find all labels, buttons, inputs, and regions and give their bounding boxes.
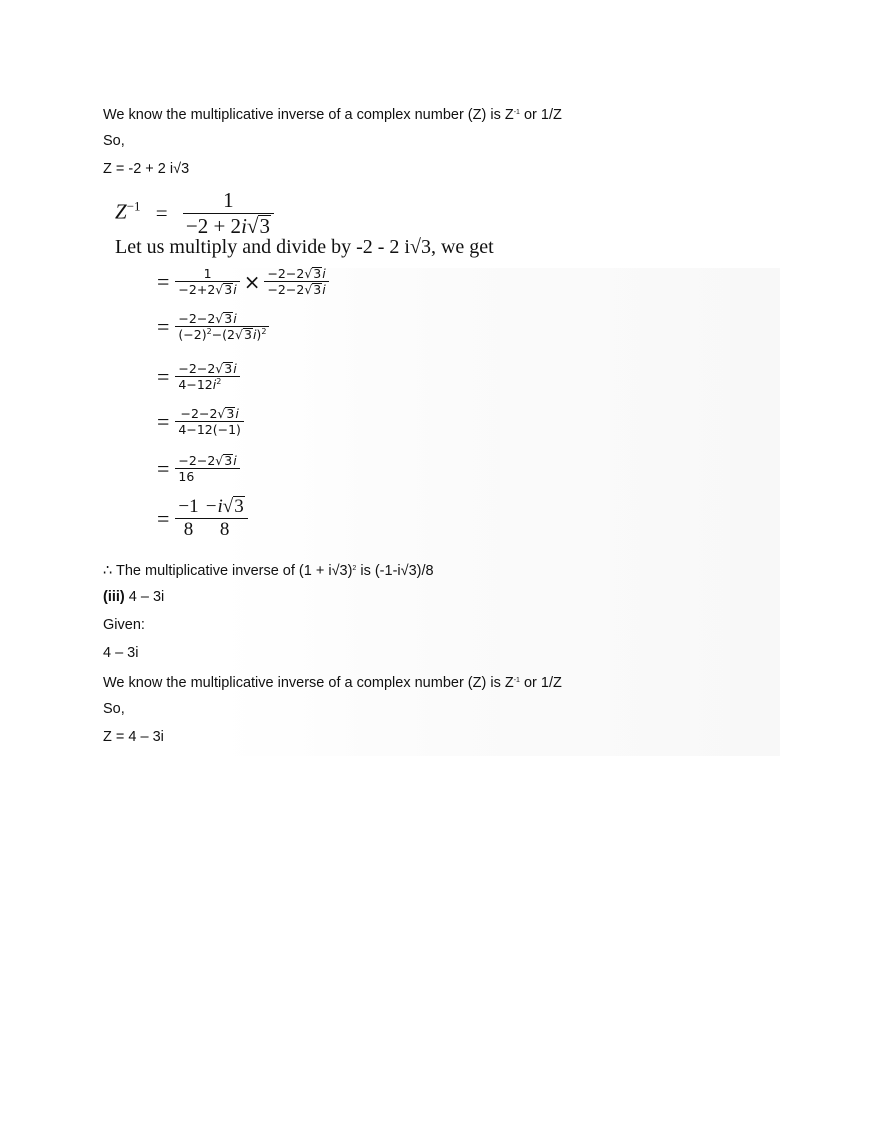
definition-superscript: -1 bbox=[513, 109, 520, 116]
part-iii-label: (iii) bbox=[103, 589, 125, 605]
step-1: = $\frac{1}{-2+2√3i}$ × $\frac{-2-2√3i}{-2-2√3i}$ bbox=[157, 266, 329, 297]
inverse-definition-line-2: We know the multiplicative inverse of a complex number (Z) is $Z^{-1}$ or 1/Z bbox=[103, 675, 562, 691]
step-2: = $\frac{-2-2√3i}{(-2)^2-(2√3i)^2}$ bbox=[157, 311, 269, 342]
definition-text: We know the multiplicative inverse of a complex number (Z) is Z bbox=[103, 107, 514, 123]
step-3: = $\frac{-2-2√3i}{4-12i^2}$ bbox=[157, 361, 240, 392]
given-value: 4 – 3i bbox=[103, 645, 139, 661]
inverse-definition-line bbox=[103, 104, 562, 124]
step-4: = $\frac{-2-2√3i}{4-12(-1)}$ bbox=[157, 406, 244, 437]
part-iii-heading bbox=[103, 588, 164, 606]
definition-text-tail: or 1/Z bbox=[519, 107, 562, 123]
given-label: Given: bbox=[103, 617, 145, 633]
formula-numerator: 1 bbox=[223, 188, 234, 212]
step-6: = $\frac{-1}{8}$ $\frac{-i√3}{8}$ bbox=[157, 496, 248, 541]
z-value-line: Z = -2 + 2 i√3 bbox=[103, 161, 190, 177]
instruction-text: Let us multiply and divide by -2 - 2 i√3, we get bbox=[115, 236, 494, 258]
formula-lhs: Z bbox=[115, 199, 127, 224]
so-line: So, bbox=[103, 133, 125, 149]
conclusion-line: ∴ The multiplicative inverse of $(1 + i√3)^2$ is (-1-i√3)/8 bbox=[103, 563, 434, 579]
so-line-2: So, bbox=[103, 701, 125, 717]
formula-exponent: −1 bbox=[126, 198, 141, 214]
formula-fraction bbox=[183, 188, 274, 239]
part-iii-expression: 4 – 3i bbox=[124, 589, 165, 605]
step-5: = $\frac{-2-2√3i}{16}$ bbox=[157, 453, 240, 484]
z-value-line-2: Z = 4 – 3i bbox=[103, 729, 164, 745]
formula-denominator: −2 + 2i√3 bbox=[183, 213, 274, 239]
inverse-formula: $Z^{-1}$ = $\frac{1}{-2 + 2i√3}$ bbox=[115, 188, 274, 239]
